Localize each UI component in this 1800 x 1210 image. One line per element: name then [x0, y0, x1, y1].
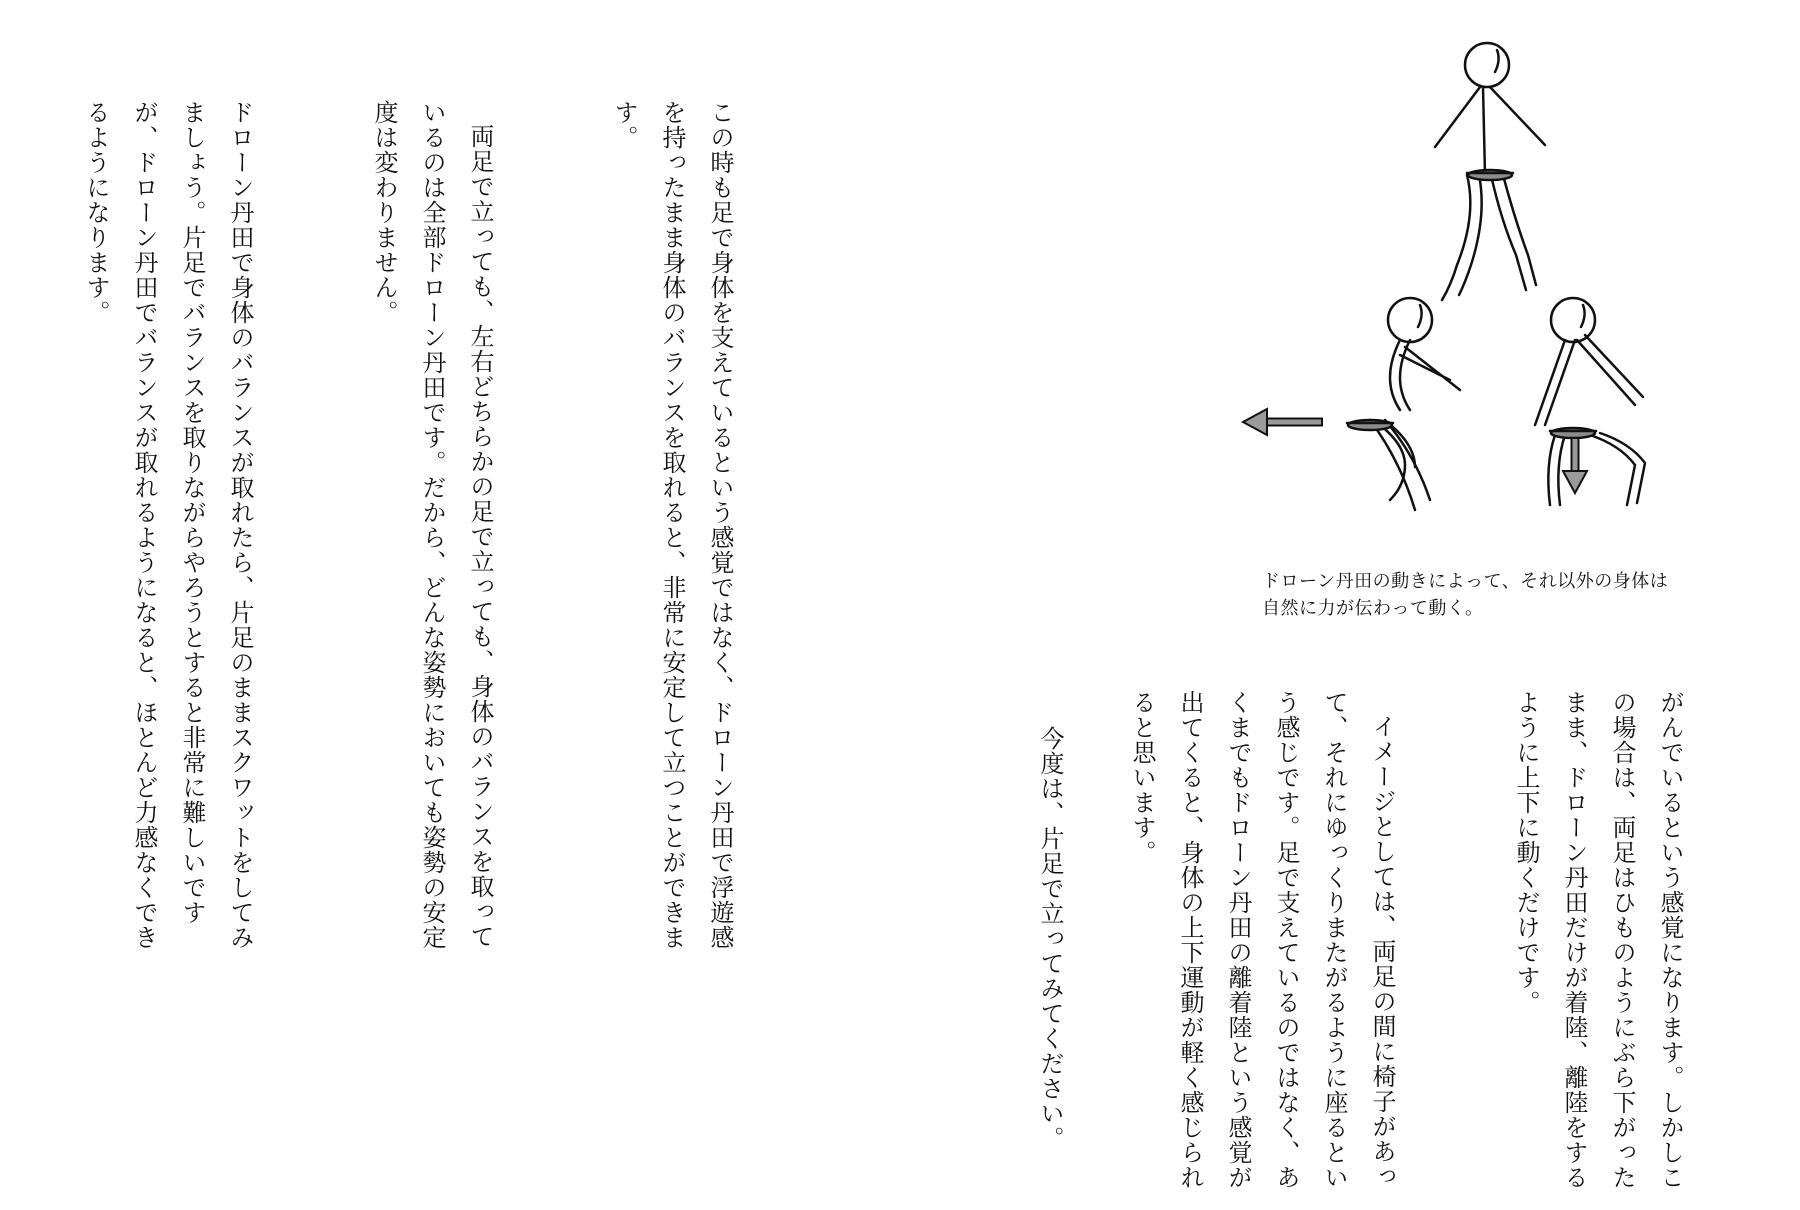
stick-figures-illustration [1195, 35, 1675, 575]
stick-figure-walking [1435, 43, 1545, 300]
stick-figure-squatting [1535, 298, 1645, 505]
paragraph: ドローン丹田で身体のバランスが取れたら、片足のままスクワットをしてみましょう。片足でバランスを取りながらやろうとすると非常に難しいですが、ドローン丹田でバランスが取れるようになると、ほとんど力感なくできるようになります。 [82, 100, 254, 950]
right-page-text [1128, 690, 1790, 1210]
closing-instruction [1036, 726, 1170, 1156]
left-page-text [82, 100, 840, 950]
left-page [0, 0, 900, 1200]
down-arrow-icon [1563, 437, 1587, 493]
paragraph: がんでいるという感覚になります。しかしこの場合は、両足はひものようにぶら下がったまま、ドローン丹田だけが着陸、離陸をするように上下に動くだけです。 [1512, 690, 1684, 1190]
left-arrow-icon [1243, 409, 1323, 435]
paragraph: 今度は、片足で立ってみてください。 [1036, 726, 1064, 1151]
stick-figure-moving-left [1347, 298, 1460, 510]
paragraph: この時も足で身体を支えているという感覚ではなく、ドローン丹田で浮遊感を持ったまま身体のバランスを取れると、非常に安定して立つことができます。 [610, 100, 734, 950]
figure-caption: ドローン丹田の動きによって、それ以外の身体は自然に力が伝わって動く。 [1262, 571, 1669, 619]
paragraph: イメージとしては、両足の間に椅子があって、それにゆっくりまたがるように座るという感じです。足で支えているのではなく、あくまでもドローン丹田の離着陸という感覚が出てくると、身体の上下運動が軽く感じられると思います。 [1128, 690, 1396, 1190]
drone-tanden-figure [1195, 35, 1675, 575]
paragraph: 両足で立っても、左右どちらかの足で立っても、身体のバランスを取っているのは全部ドローン丹田です。だから、どんな姿勢においても姿勢の安定度は変わりません。 [370, 100, 494, 950]
